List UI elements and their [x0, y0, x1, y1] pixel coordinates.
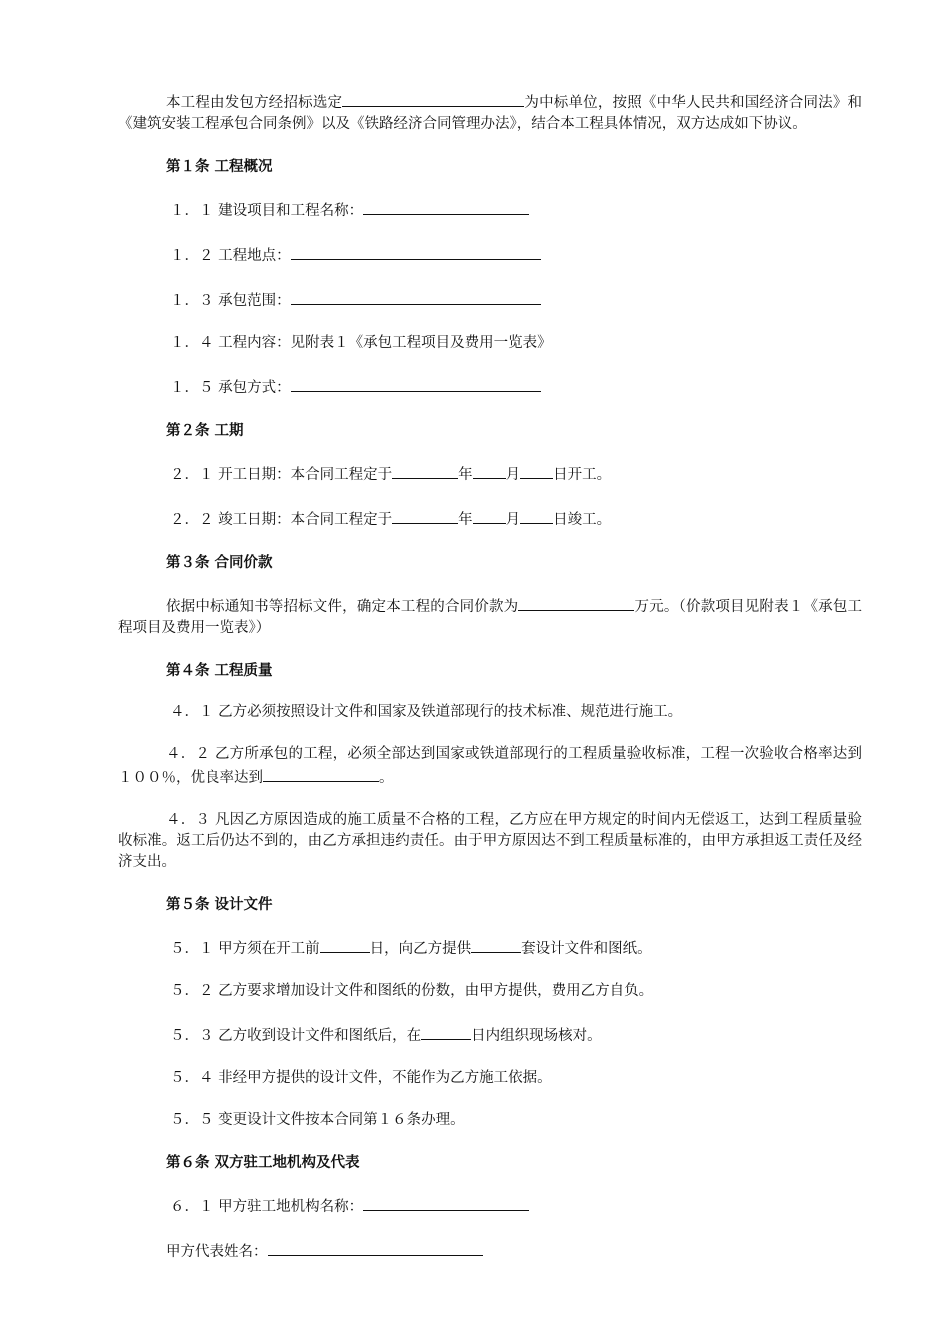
section-3-heading: 第３条 合同价款 — [166, 554, 273, 571]
item-1-5 — [170, 375, 862, 399]
intro-text-b: 为中标单位，按照《中华人民共和国经济合同法》和《建筑安装工程承包合同条例》以及《铁路经济合同管理办法》，结合本工程具体情况，双方达成如下协议。 — [118, 95, 863, 132]
verification-days-blank[interactable] — [421, 1023, 471, 1040]
item-5-3-text-b: 日内组织现场核对。 — [471, 1028, 602, 1044]
contract-page — [118, 90, 862, 1263]
section-5-heading: 第５条 设计文件 — [166, 896, 273, 913]
project-location-blank[interactable] — [291, 243, 541, 260]
item-5-4: ５．４ 非经甲方提供的设计文件，不能作为乙方施工依据。 — [170, 1070, 552, 1086]
section-4-heading: 第４条 工程质量 — [166, 662, 273, 679]
finish-year-blank[interactable] — [392, 507, 458, 524]
price-text-b: 万元。（价款项目见附表１《承包工程项目及费用一览表》） — [118, 599, 863, 636]
start-month-blank[interactable] — [473, 462, 506, 479]
section-1-heading: 第１条 工程概况 — [166, 158, 273, 175]
item-5-1-text-c: 套设计文件和图纸。 — [521, 941, 652, 957]
party-a-site-office-blank[interactable] — [363, 1194, 529, 1211]
item-2-2-label: ２．２ 竣工日期：本合同工程定于 — [170, 512, 393, 528]
month-label: 月 — [505, 512, 521, 528]
item-5-3-text-a: ５．３ 乙方收到设计文件和图纸后，在 — [170, 1028, 422, 1044]
item-6-1 — [170, 1194, 862, 1218]
item-5-3 — [170, 1023, 862, 1047]
section-6-heading: 第６条 双方驻工地机构及代表 — [166, 1154, 360, 1171]
party-a-rep-blank[interactable] — [268, 1239, 483, 1256]
item-5-1 — [170, 936, 862, 960]
intro-paragraph — [118, 90, 862, 135]
contract-price-paragraph — [118, 594, 862, 639]
contract-mode-blank[interactable] — [291, 375, 541, 392]
item-1-4: １．４ 工程内容：见附表１《承包工程项目及费用一览表》 — [170, 335, 552, 351]
item-1-1-label: １．１ 建设项目和工程名称： — [170, 203, 364, 219]
start-year-blank[interactable] — [392, 462, 458, 479]
item-5-2: ５．２ 乙方要求增加设计文件和图纸的份数，由甲方提供，费用乙方自负。 — [170, 983, 654, 999]
days-before-start-blank[interactable] — [320, 936, 370, 953]
party-a-rep-label: 甲方代表姓名： — [166, 1244, 268, 1260]
item-5-1-text-b: 日，向乙方提供 — [369, 941, 472, 957]
item-6-1-label: ６．１ 甲方驻工地机构名称： — [170, 1199, 364, 1215]
intro-text-a: 本工程由发包方经招标选定 — [166, 95, 343, 111]
section-2-heading: 第２条 工期 — [166, 422, 244, 439]
item-1-2-label: １．２ 工程地点： — [170, 248, 291, 264]
item-4-2-text: ４．２ 乙方所承包的工程，必须全部达到国家或铁道部现行的工程质量验收标准，工程一次验收合格率达到１００％，优良率达到 — [118, 746, 862, 786]
design-sets-blank[interactable] — [471, 936, 521, 953]
item-1-1 — [170, 198, 862, 222]
item-1-3-label: １．３ 承包范围： — [170, 293, 291, 309]
item-4-2 — [118, 744, 862, 789]
item-1-3 — [170, 288, 862, 312]
item-4-2-end: 。 — [379, 770, 394, 786]
year-label: 年 — [458, 467, 473, 483]
project-name-blank[interactable] — [363, 198, 529, 215]
contract-scope-blank[interactable] — [291, 288, 541, 305]
finish-suffix: 日竣工。 — [553, 512, 612, 528]
item-1-5-label: １．５ 承包方式： — [170, 380, 291, 396]
item-5-5: ５．５ 变更设计文件按本合同第１６条办理。 — [170, 1112, 465, 1128]
finish-month-blank[interactable] — [473, 507, 506, 524]
item-5-1-text-a: ５．１ 甲方须在开工前 — [170, 941, 320, 957]
start-suffix: 日开工。 — [553, 467, 612, 483]
item-2-2 — [170, 507, 862, 531]
finish-day-blank[interactable] — [520, 507, 553, 524]
item-2-1-label: ２．１ 开工日期：本合同工程定于 — [170, 467, 393, 483]
item-4-1: ４．１ 乙方必须按照设计文件和国家及铁道部现行的技术标准、规范进行施工。 — [170, 704, 683, 720]
item-4-3: ４．３ 凡因乙方原因造成的施工质量不合格的工程，乙方应在甲方规定的时间内无偿返工，达到工程质量验收标准。返工后仍达不到的，由乙方承担违约责任。由于甲方原因达不到工程质量标准的，由甲方承担返工责任及经济支出。 — [118, 812, 862, 870]
start-day-blank[interactable] — [520, 462, 553, 479]
price-text-a: 依据中标通知书等招标文件，确定本工程的合同价款为 — [166, 599, 519, 615]
party-a-rep-line — [166, 1239, 862, 1263]
excellence-rate-blank[interactable] — [263, 765, 379, 782]
item-2-1 — [170, 462, 862, 486]
winning-unit-blank[interactable] — [342, 90, 524, 107]
item-1-2 — [170, 243, 862, 267]
contract-price-blank[interactable] — [518, 594, 634, 611]
month-label: 月 — [505, 467, 521, 483]
year-label: 年 — [458, 512, 473, 528]
